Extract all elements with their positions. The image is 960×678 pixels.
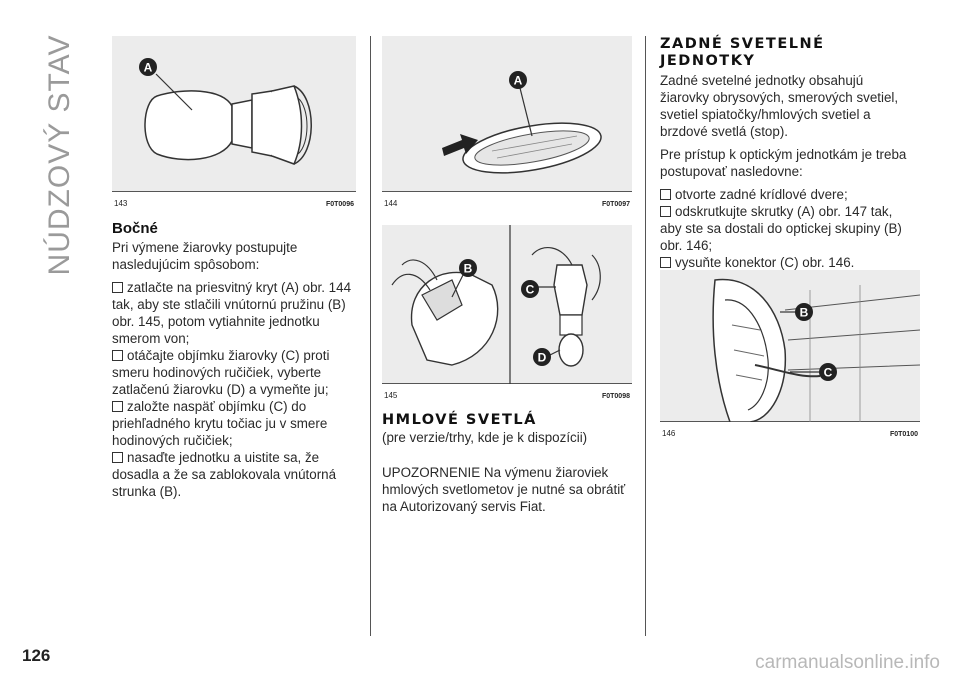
right-column-text: [660, 36, 915, 271]
heading-fog-lights: HMLOVÉ SVETLÁ: [382, 412, 537, 428]
figure-144: [382, 36, 632, 208]
figure-146: [660, 270, 920, 438]
heading-side: Bočné: [112, 220, 158, 237]
step-1: otvorte zadné krídlové dvere;: [660, 186, 915, 203]
svg-text:B: B: [799, 305, 809, 320]
figure-number: 143: [114, 199, 128, 208]
watermark: carmanualsonline.info: [755, 652, 940, 673]
side-marker-illustration: [382, 36, 632, 192]
figure-code: F0T0100: [889, 431, 918, 438]
step-3: vysuňte konektor (C) obr. 146.: [660, 254, 915, 271]
intro-text: Zadné svetelné jednotky obsahujú žiarovky obrysových, smerových svetiel, svetiel spiatočky/hmlových svetiel a brzdové svetlá (stop).: [660, 73, 899, 139]
section-title: [40, 34, 80, 276]
step-2: otáčajte objímku žiarovky (C) proti smeru hodinových ručičiek, vyberte zatlačenú žiarovku (D) a vymeňte ju;: [112, 347, 362, 398]
svg-text:C: C: [823, 365, 833, 380]
svg-text:C: C: [525, 282, 535, 297]
warning-text: UPOZORNENIE Na výmenu žiaroviek hmlových svetlometov je nutné sa obrátiť na Autorizovaný servis Fiat.: [382, 465, 626, 514]
availability-note: (pre verzie/trhy, kde je k dispozícii): [382, 430, 588, 445]
step-4: nasaďte jednotku a uistite sa, že dosadla a že sa zablokovala vnútorná strunka (B).: [112, 449, 362, 500]
bulb-socket-illustration: [112, 36, 356, 192]
figure-number: 146: [662, 429, 676, 438]
svg-text:B: B: [463, 261, 473, 276]
figure-code: F0T0097: [601, 201, 630, 208]
section-title-text: NÚDZOVÝ STAV: [43, 34, 76, 276]
step-3: založte naspäť objímku (C) do priehľadného krytu točiac ju v smere hodinových ručičiek;: [112, 398, 362, 449]
figure-code: F0T0096: [325, 201, 354, 208]
heading-rear-lights-1: ZADNÉ SVETELNÉ: [660, 36, 825, 52]
figure-145: [382, 225, 632, 400]
rear-light-illustration: [660, 270, 920, 422]
figure-number: 144: [384, 199, 398, 208]
figure-143: [112, 36, 356, 208]
page-number: 126: [22, 646, 51, 665]
intro-text-2: Pre prístup k optickým jednotkám je treba postupovať nasledovne:: [660, 147, 907, 179]
left-column-text: [112, 220, 362, 500]
heading-rear-lights-2: JEDNOTKY: [660, 53, 756, 69]
step-2: odskrutkujte skrutky (A) obr. 147 tak, aby ste sa dostali do optickej skupiny (B) obr. 146;: [660, 203, 915, 254]
figure-code: F0T0098: [601, 393, 630, 400]
svg-text:A: A: [143, 60, 153, 75]
middle-column-text: [382, 412, 637, 515]
column-divider-1: [370, 36, 371, 636]
step-1: zatlačte na priesvitný kryt (A) obr. 144 tak, aby ste stlačili vnútornú pružinu (B) obr. 145, potom vytiahnite jednotku smerom von;: [112, 279, 362, 347]
svg-text:D: D: [537, 350, 547, 365]
intro-text: Pri výmene žiarovky postupujte nasledujúcim spôsobom:: [112, 240, 298, 272]
side-marker-disassembly-illustration: [382, 225, 632, 384]
figure-number: 145: [384, 391, 398, 400]
column-divider-2: [645, 36, 646, 636]
svg-text:A: A: [513, 73, 523, 88]
